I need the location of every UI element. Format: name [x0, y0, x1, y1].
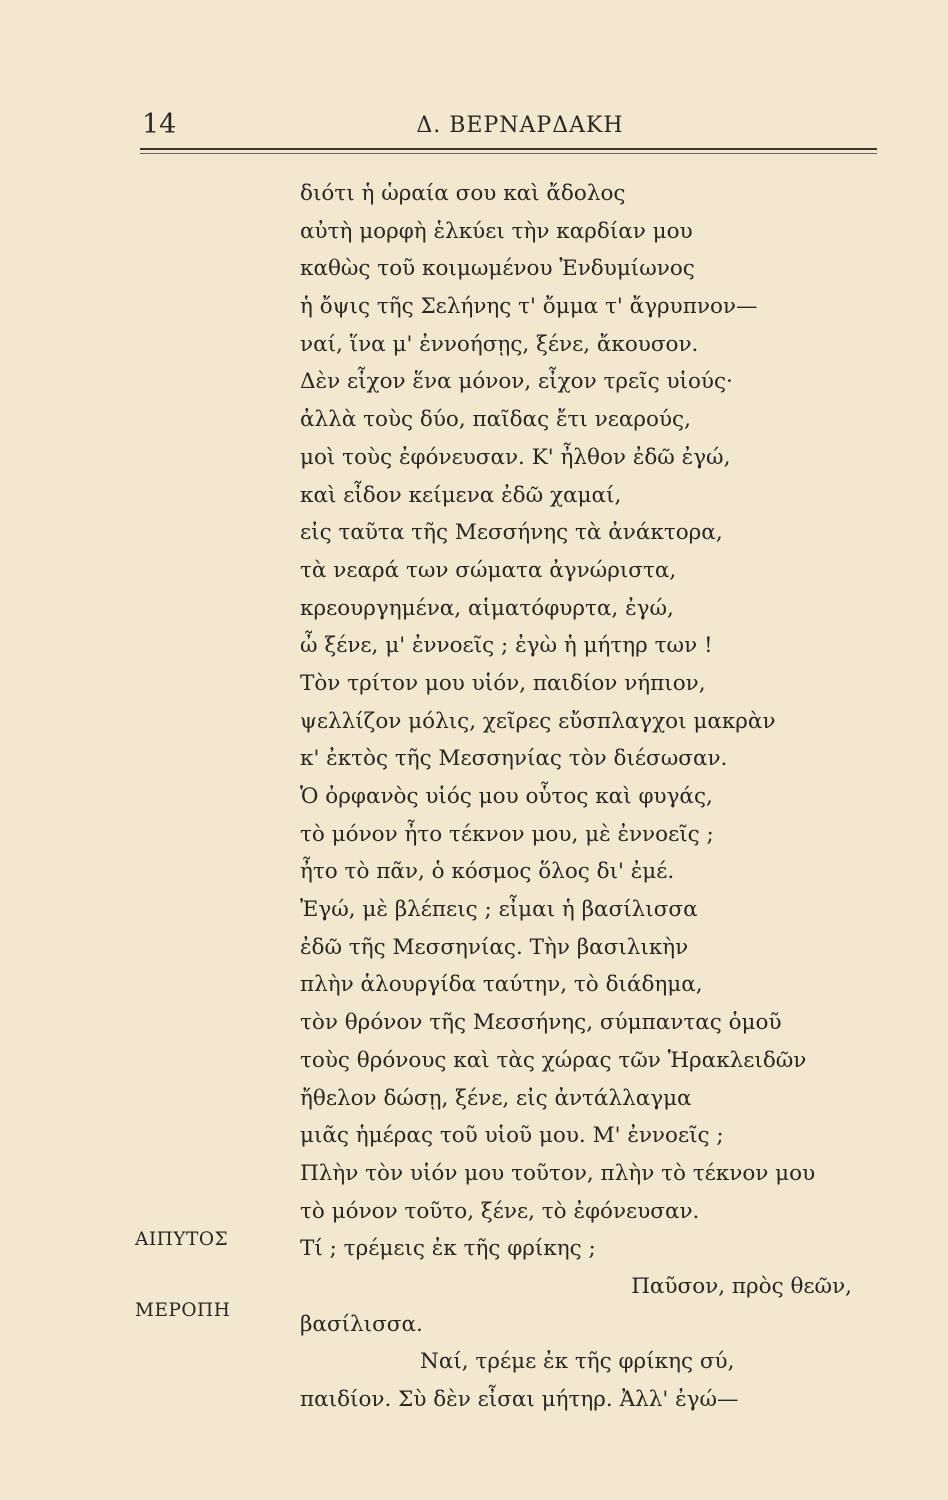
speaker-aipytos: ΑΙΠΥΤΟΣ [135, 1229, 229, 1250]
running-head: Δ. ΒΕΡΝΑΡΔΑΚΗ [416, 113, 624, 138]
verse-line: καθὼς τοῦ κοιμωμένου Ἐνδυμίωνος [300, 256, 695, 282]
verse-line: ἀλλὰ τοὺς δύο, παῖδας ἔτι νεαρούς, [300, 407, 691, 433]
verse-line: κ' ἐκτὸς τῆς Μεσσηνίας τὸν διέσωσαν. [300, 746, 728, 772]
verse-line: διότι ἡ ὡραία σου καὶ ἄδολος [300, 181, 626, 206]
verse-line: τὰ νεαρά των σώματα ἀγνώριστα, [300, 557, 677, 583]
verse-line: αὐτὴ μορφὴ ἑλκύει τὴν καρδίαν μου [300, 218, 693, 244]
verse-line: τὸ μόνον τοῦτο, ξένε, τὸ ἐφόνευσαν. [300, 1198, 700, 1224]
verse-line: ἡ ὄψις τῆς Σελήνης τ' ὄμμα τ' ἄγρυπνον— [300, 294, 758, 320]
verse-line: Τί ; τρέμεις ἐκ τῆς φρίκης ; [300, 1236, 596, 1262]
verse-line: κρεουργημένα, αἱματόφυρτα, ἐγώ, [300, 595, 674, 621]
verse-line: Δὲν εἶχον ἕνα μόνον, εἶχον τρεῖς υἱούς· [300, 369, 733, 395]
verse-line: βασίλισσα. [300, 1311, 423, 1337]
verse-line: ἤθελον δώσῃ, ξένε, εἰς ἀντάλλαγμα [300, 1085, 692, 1111]
verse-line: ψελλίζον μόλις, χεῖρες εὔσπλαγχοι μακρὰν [300, 708, 776, 734]
verse-line-merope: Ναί, τρέμε ἐκ τῆς φρίκης σύ, [420, 1349, 735, 1375]
verse-line: μοὶ τοὺς ἐφόνευσαν. Κ' ἦλθον ἐδῶ ἐγώ, [300, 444, 731, 470]
page-number: 14 [142, 109, 177, 140]
verse-line: τὸν θρόνον τῆς Μεσσήνης, σύμπαντας ὁμοῦ [300, 1010, 782, 1036]
verse-line: τοὺς θρόνους καὶ τὰς χώρας τῶν Ἡρακλειδῶν [300, 1047, 807, 1073]
verse-line: Πλὴν τὸν υἱόν μου τοῦτον, πλὴν τὸ τέκνον μου [300, 1160, 816, 1186]
verse-line: τὸ μόνον ἦτο τέκνον μου, μὲ ἐννοεῖς ; [300, 821, 714, 847]
verse-line: εἰς ταῦτα τῆς Μεσσήνης τὰ ἀνάκτορα, [300, 520, 723, 546]
verse-line: πλὴν ἁλουργίδα ταύτην, τὸ διάδημα, [300, 972, 703, 998]
verse-line-aipytos: Παῦσον, πρὸς θεῶν, [631, 1273, 852, 1299]
verse-line: μιᾶς ἡμέρας τοῦ υἱοῦ μου. Μ' ἐννοεῖς ; [300, 1123, 724, 1149]
verse-line: παιδίον. Σὺ δὲν εἶσαι μήτηρ. Ἀλλ' ἐγώ— [300, 1387, 739, 1412]
header-rule [140, 148, 877, 150]
verse-line: Ὁ ὀρφανὸς υἱός μου οὗτος καὶ φυγάς, [300, 784, 713, 809]
verse-line: Τὸν τρίτον μου υἱόν, παιδίον νήπιον, [300, 670, 706, 696]
verse-line: ἐδῶ τῆς Μεσσηνίας. Τὴν βασιλικὴν [300, 934, 689, 960]
verse-line: καὶ εἶδον κείμενα ἐδῶ χαμαί, [300, 482, 622, 508]
header-rule-thin [140, 153, 877, 154]
verse-line: Ἐγώ, μὲ βλέπεις ; εἶμαι ἡ βασίλισσα [300, 897, 698, 923]
verse-line: ὦ ξένε, μ' ἐννοεῖς ; ἐγὼ ἡ μήτηρ των ! [300, 633, 713, 659]
verse-line: ναί, ἵνα μ' ἐννοήσῃς, ξένε, ἄκουσον. [300, 331, 699, 357]
verse-block [300, 175, 860, 1419]
speaker-merope: ΜΕΡΟΠΗ [135, 1300, 231, 1321]
verse-line: ἦτο τὸ πᾶν, ὁ κόσμος ὅλος δι' ἐμέ. [300, 859, 675, 885]
